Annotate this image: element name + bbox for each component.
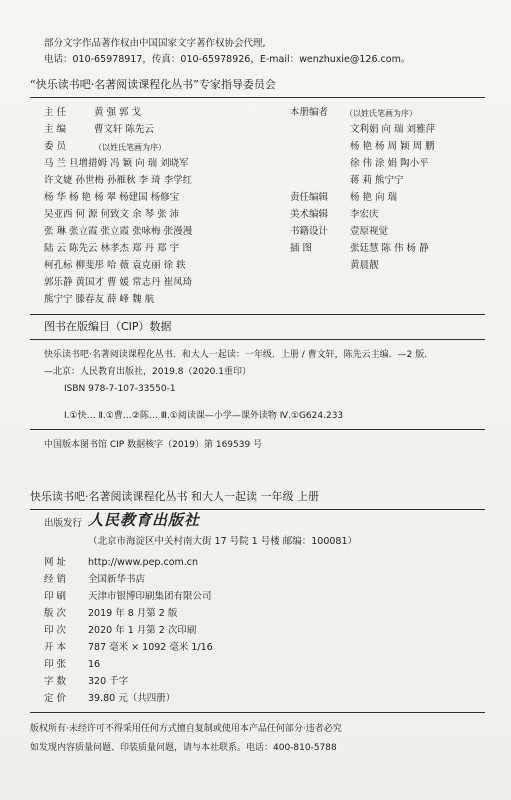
sheets: 16	[88, 659, 101, 670]
divider	[30, 314, 485, 315]
committee-title: “快乐读书吧·名著阅读课程化丛书”专家指导委员会	[30, 78, 276, 91]
cip-isbn: ISBN 978-7-107-33550-1	[64, 384, 176, 394]
sheets-label: 印 张	[44, 659, 67, 670]
book-editors-row: 蒋 莉 熊宁宁	[350, 175, 404, 186]
members-row: 郭乐静 黄国才 曹 媛 常志丹 崔凤琦	[44, 277, 193, 288]
words: 320 千字	[88, 676, 129, 687]
distributor-label: 经 销	[44, 574, 67, 585]
printer-label: 印 刷	[44, 591, 67, 602]
members-note: （以姓氏笔画为序）	[94, 143, 166, 152]
cip-heading: 图书在版编目（CIP）数据	[44, 320, 172, 333]
footer-contact: 如发现内容质量问题、印装质量问题，请与本社联系。电话：400-810-5788	[30, 743, 337, 753]
words-label: 字 数	[44, 676, 67, 687]
responsible-editor-label: 责任编辑	[290, 192, 329, 203]
format: 787 毫米 × 1092 毫米 1/16	[88, 642, 213, 653]
members-row: 吴亚西 何 源 何致文 余 琴 张 沛	[44, 209, 180, 220]
illustration-row: 张廷慧 陈 伟 杨 静	[350, 243, 429, 254]
publisher-logo: 人民教育出版社	[88, 511, 201, 529]
printing: 2020 年 1 月第 2 次印刷	[88, 625, 197, 636]
publisher-label: 出版发行	[44, 518, 83, 529]
art-editor: 李宏庆	[350, 209, 379, 220]
members-row: 杨 华 杨 艳 杨 翠 杨建国 杨修宝	[44, 192, 180, 203]
website[interactable]: http://www.pep.com.cn	[88, 557, 199, 568]
printer: 天津市银博印刷集团有限公司	[88, 591, 212, 602]
members-row: 柯孔标 柳斐彤 哈 薇 袁克丽 徐 轶	[44, 260, 186, 271]
book-title: 快乐读书吧·名著阅读课程化丛书 和大人一起读 一年级 上册	[30, 490, 319, 503]
cip-classification: Ⅰ.①快… Ⅱ.①曹…②陈… Ⅲ.①阅读课—小学—课外读物 Ⅳ.①G624.233	[64, 411, 344, 421]
responsible-editor: 杨 艳 向 瑞	[350, 192, 398, 203]
illustration-label: 插 图	[290, 243, 313, 254]
members-row: 陆 云 陈先云 林孝杰 郑 丹 郑 宇	[44, 243, 180, 254]
copyright-notice-line2: 电话：010-65978917，传真：010-65978926，E-mail：wenzhuxie@126.com。	[44, 54, 411, 65]
book-editors-note: （以姓氏笔画为序）	[345, 109, 417, 118]
members-row: 熊宁宁 滕春友 薛 峰 魏 航	[44, 294, 155, 305]
divider	[30, 339, 485, 340]
illustration-row: 黄晨靓	[350, 260, 379, 271]
divider	[30, 97, 485, 98]
distributor: 全国新华书店	[88, 574, 146, 585]
divider	[30, 509, 485, 510]
book-editors-label: 本册编者	[290, 107, 329, 118]
divider	[30, 712, 485, 713]
website-label: 网 址	[44, 557, 67, 568]
cip-line2: —北京：人民教育出版社，2019.8（2020.1重印）	[44, 367, 251, 377]
printing-label: 印 次	[44, 625, 67, 636]
footer-rights: 版权所有·未经许可不得采用任何方式擅自复制或使用本产品任何部分·违者必究	[30, 724, 342, 734]
chief-label: 主 任	[44, 107, 67, 118]
book-editors-row: 杨 艳 杨 周 颖 周 鹏	[350, 141, 435, 152]
chief-names: 黄 强 郭 戈	[94, 107, 142, 118]
design-label: 书籍设计	[290, 226, 329, 237]
edition-label: 版 次	[44, 608, 67, 619]
art-editor-label: 美术编辑	[290, 209, 329, 220]
members-row: 马 兰 旦增措姆 冯 颖 向 瑞 刘晓军	[44, 158, 189, 169]
divider	[30, 429, 485, 430]
book-editors-row: 徐 伟 涂 娟 陶小平	[350, 158, 429, 169]
copyright-notice-line1: 部分文字作品著作权由中国国家文字著作权协会代理,	[44, 38, 266, 49]
design: 壹原视觉	[350, 226, 389, 237]
members-label: 委 员	[44, 141, 67, 152]
price: 39.80 元（共四册）	[88, 693, 176, 704]
edition: 2019 年 8 月第 2 版	[88, 608, 178, 619]
editor-label: 主 编	[44, 124, 67, 135]
cip-line1: 快乐读书吧·名著阅读课程化丛书．和大人一起读：一年级．上册 / 曹文轩，陈先云主编．—2 版．	[44, 350, 434, 360]
publisher-address: （北京市海淀区中关村南大街 17 号院 1 号楼 邮编：100081）	[88, 536, 357, 547]
members-row: 许文婕 孙世梅 孙雁秋 李 琦 李学红	[44, 175, 193, 186]
members-row: 张 琳 张立霞 张立霞 张咏梅 张漫漫	[44, 226, 193, 237]
format-label: 开 本	[44, 642, 67, 653]
price-label: 定 价	[44, 693, 67, 704]
book-editors-row: 文利娟 向 瑞 刘雅萍	[350, 124, 436, 135]
editor-names: 曹文轩 陈先云	[94, 124, 155, 135]
cip-catalog-number: 中国版本图书馆 CIP 数据核字（2019）第 169539 号	[44, 440, 263, 450]
